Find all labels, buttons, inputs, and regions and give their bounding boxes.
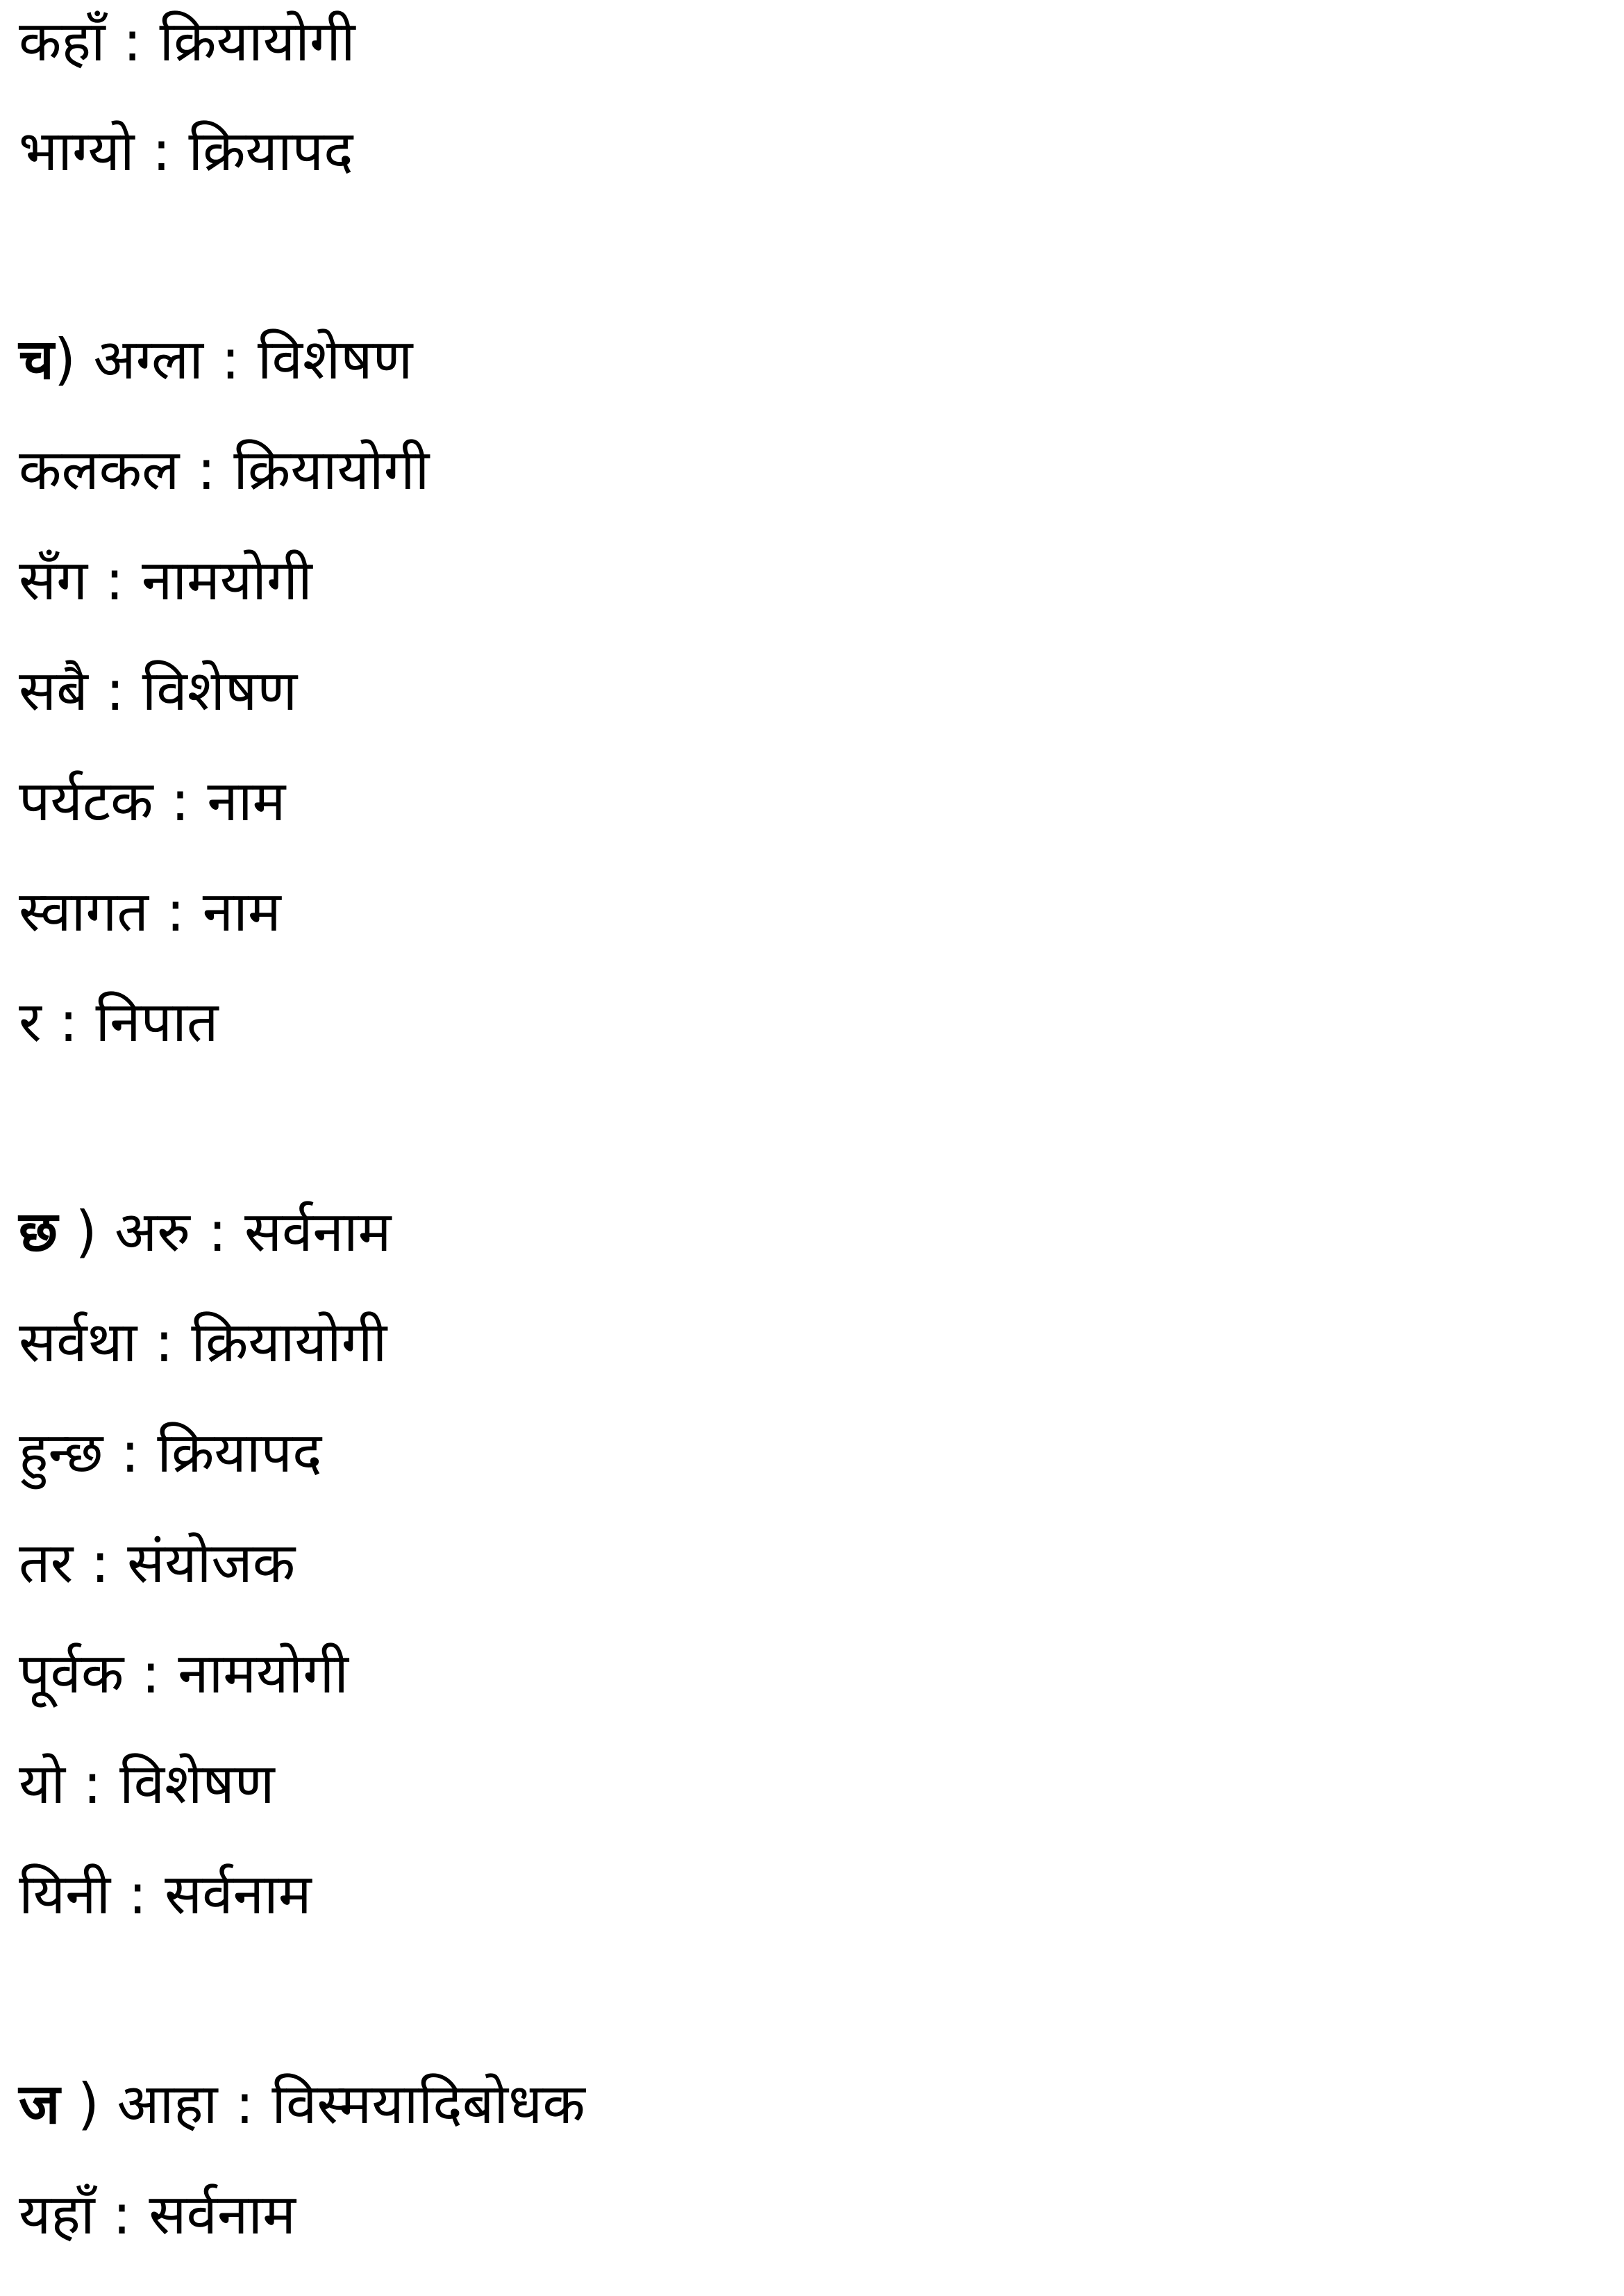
entry-word: यिनी [19, 1862, 111, 1927]
entry-category: विस्मयादिबोधक [271, 2072, 585, 2136]
entry-word: आहा [117, 2072, 218, 2136]
entry-category: संयोजक [127, 1531, 296, 1595]
entry-word: सबै [19, 658, 88, 723]
entry-line: भाग्यो : क्रियापद [19, 119, 353, 183]
entry-word: तर [19, 1531, 74, 1595]
entry-line: कहाँ : क्रियायोगी [19, 9, 355, 74]
entry-category: नाम [207, 769, 286, 833]
entry-word: सँग [19, 548, 88, 613]
entry-word: यो [19, 1752, 66, 1816]
entry-category: क्रियापद [188, 119, 353, 183]
entry-line: र : निपात [19, 990, 219, 1054]
entry-category: निपात [95, 990, 219, 1054]
entry-category: नामयोगी [141, 548, 312, 613]
entry-line: पूर्वक : नामयोगी [19, 1641, 349, 1706]
section-marker: च [19, 327, 54, 392]
entry-line: यिनी : सर्वनाम [19, 1862, 312, 1927]
section-marker: ज [19, 2072, 60, 2136]
entry-category: क्रियायोगी [233, 438, 430, 502]
entry-category: नामयोगी [178, 1641, 349, 1706]
entry-category: सर्वनाम [149, 2182, 296, 2247]
section-heading-line: ज ) आहा : विस्मयादिबोधक [19, 2072, 585, 2136]
entry-line: यो : विशेषण [19, 1752, 275, 1816]
entry-line: तर : संयोजक [19, 1531, 296, 1595]
entry-line: सर्वथा : क्रियायोगी [19, 1310, 387, 1374]
entry-word: सर्वथा [19, 1310, 137, 1374]
entry-category: नाम [202, 879, 281, 944]
entry-line: सँग : नामयोगी [19, 548, 312, 613]
entry-line: सबै : विशेषण [19, 658, 298, 723]
entry-word: भाग्यो [19, 119, 135, 183]
entry-category: सर्वनाम [165, 1862, 312, 1927]
entry-line: पर्यटक : नाम [19, 769, 286, 833]
entry-word: कहाँ [19, 9, 106, 74]
section-heading-line: च) अग्ला : विशेषण [19, 327, 413, 392]
entry-category: विशेषण [142, 658, 298, 723]
section-marker: छ [19, 1199, 58, 1264]
entry-category: सर्वनाम [244, 1199, 392, 1264]
document-page [19, 0, 1624, 2296]
entry-word: पर्यटक [19, 769, 153, 833]
entry-category: क्रियायोगी [159, 9, 355, 74]
entry-word: अग्ला [93, 327, 204, 392]
entry-line: स्वागत : नाम [19, 879, 281, 944]
entry-word: स्वागत [19, 879, 149, 944]
entry-word: र [19, 990, 42, 1054]
entry-line: यहाँ : सर्वनाम [19, 2182, 296, 2247]
entry-category: विशेषण [119, 1752, 275, 1816]
entry-category: क्रियायोगी [191, 1310, 387, 1374]
entry-line: हुन्छ : क्रियापद [19, 1420, 322, 1485]
entry-word: हुन्छ [19, 1420, 103, 1485]
entry-line: कलकल : क्रियायोगी [19, 438, 430, 502]
entry-word: पूर्वक [19, 1641, 124, 1706]
entry-word: कलकल [19, 438, 180, 502]
entry-word: अरु [115, 1199, 191, 1264]
entry-word: यहाँ [19, 2182, 95, 2247]
entry-category: क्रियापद [157, 1420, 322, 1485]
entry-category: विशेषण [257, 327, 413, 392]
section-heading-line: छ ) अरु : सर्वनाम [19, 1199, 392, 1264]
